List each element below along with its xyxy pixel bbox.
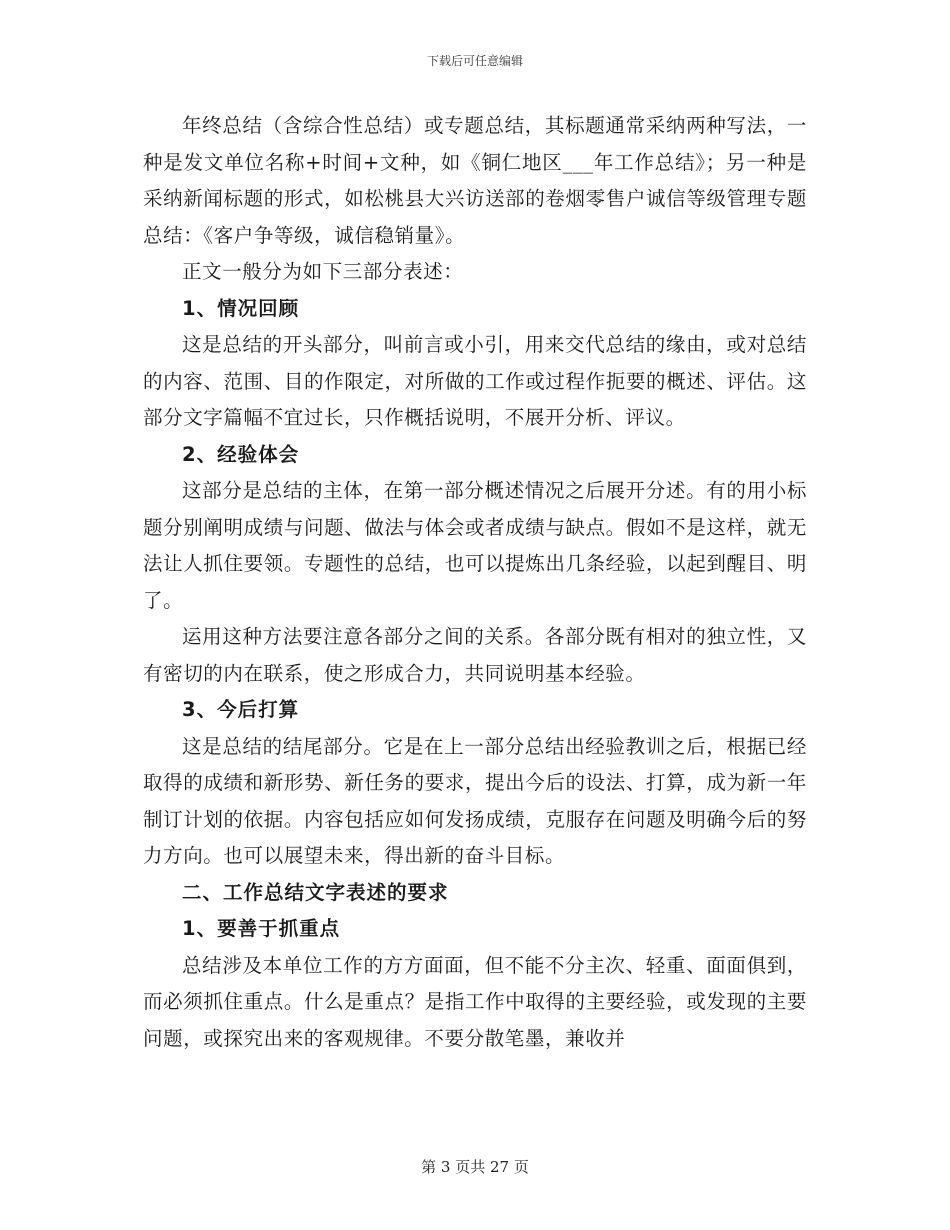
section-heading-experience: 2、经验体会 (182, 442, 300, 466)
paragraph-title-methods: 年终总结（含综合性总结）或专题总结，其标题通常采纳两种写法，一种是发文单位名称+时间+文种，如《铜仁地区___年工作总结》；另一种是采纳新闻标题的形式，如松桃县大兴访送部的卷烟零售户诚信等级管理专题总结：《客户争等级，诚信稳销量》。 (143, 114, 807, 247)
section-heading-requirements: 二、工作总结文字表述的要求 (182, 880, 449, 904)
section-heading-review: 1、情况回顾 (182, 296, 300, 320)
paragraph-focus: 总结涉及本单位工作的方方面面，但不能不分主次、轻重、面面俱到，而必须抓住重点。什么是重点？是指工作中取得的主要经验，或发现的主要问题，或探究出来的客观规律。不要分散笔墨，兼收并 (143, 953, 807, 1050)
page-footer: 第 3 页共 27 页 (421, 1158, 529, 1176)
paragraph-plans: 这是总结的结尾部分。它是在上一部分总结出经验教训之后，根据已经取得的成绩和新形势、新任务的要求，提出今后的设法、打算，成为新一年制订计划的依据。内容包括应如何发扬成绩，克服存在问题及明确今后的努力方向。也可以展望未来，得出新的奋斗目标。 (143, 734, 807, 867)
paragraph-experience: 这部分是总结的主体，在第一部分概述情况之后展开分述。有的用小标题分别阐明成绩与问题、做法与体会或者成绩与缺点。假如不是这样，就无法让人抓住要领。专题性的总结，也可以提炼出几条经验，以起到醒目、明了。 (143, 479, 807, 612)
paragraph-method-note: 运用这种方法要注意各部分之间的关系。各部分既有相对的独立性，又有密切的内在联系，使之形成合力，共同说明基本经验。 (143, 625, 807, 685)
paragraph-review: 这是总结的开头部分，叫前言或小引，用来交代总结的缘由，或对总结的内容、范围、目的作限定，对所做的工作或过程作扼要的概述、评估。这部分文字篇幅不宜过长，只作概括说明，不展开分析、评议。 (143, 333, 807, 429)
section-heading-plans: 3、今后打算 (182, 698, 300, 721)
paragraph-body-intro: 正文一般分为如下三部分表述： (182, 260, 464, 283)
section-heading-focus: 1、要善于抓重点 (182, 917, 341, 940)
document-body (143, 108, 807, 1057)
page-header: 下载后可任意编辑 (426, 54, 523, 68)
